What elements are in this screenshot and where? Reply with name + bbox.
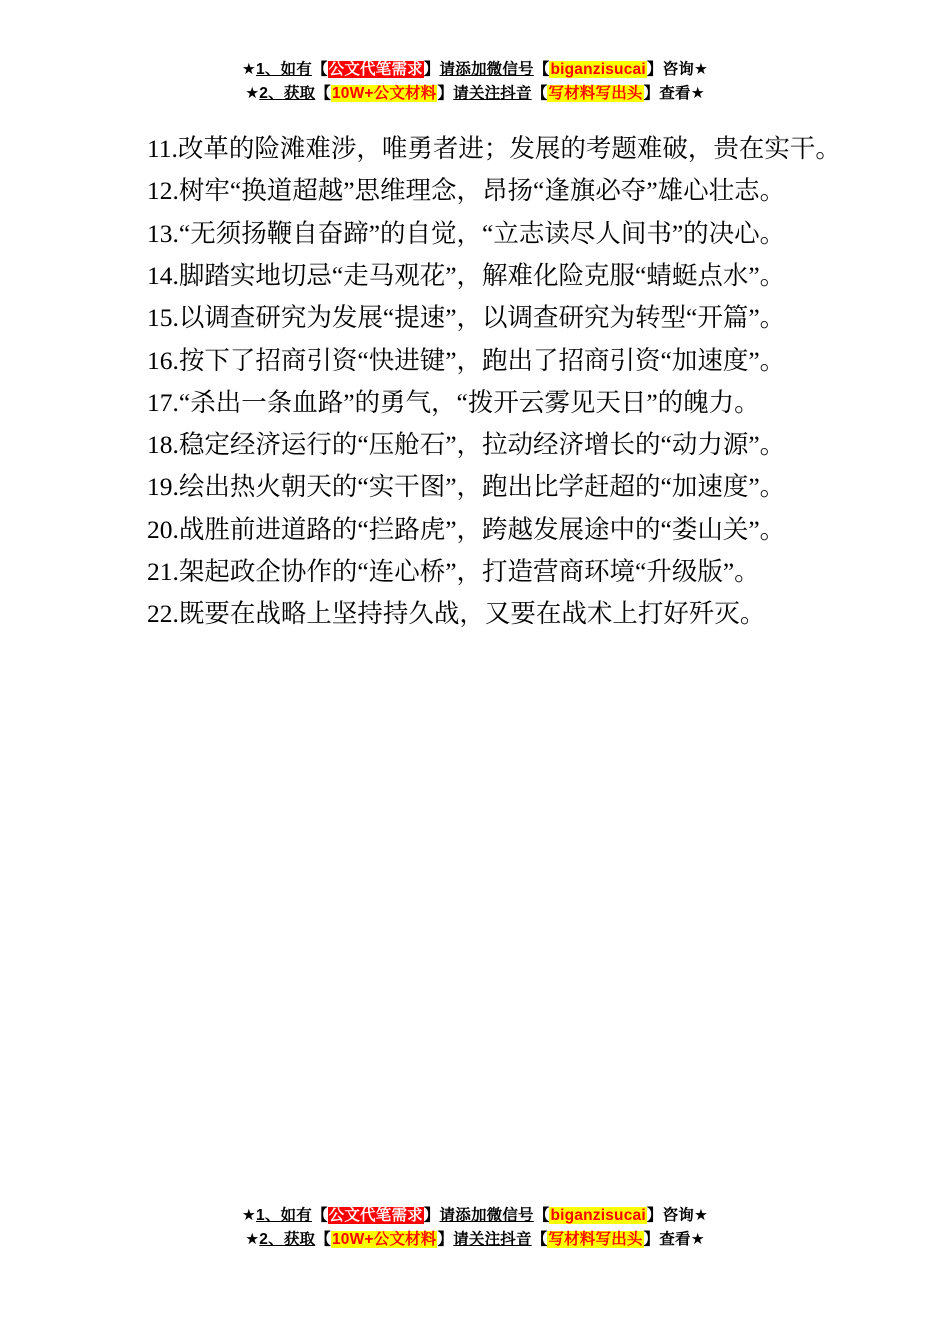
paragraph-19: 19.绘出热火朝天的“实干图”，跑出比学赶超的“加速度”。: [147, 472, 786, 502]
promo-line1-highlight-wechat: biganzisucai: [550, 61, 646, 78]
star-right-icon-bottom: ★: [694, 1206, 709, 1224]
paragraph-15: 15.以调查研究为发展“提速”，以调查研究为转型“开篇”。: [147, 303, 786, 333]
promo-line2-text3-bottom: 查看: [659, 1230, 691, 1248]
promo-line1-bracket-open: 【: [311, 61, 328, 78]
promo-line1-number-bottom: 1、: [256, 1206, 281, 1224]
promo-line2-bracket-close-bottom: 】: [437, 1230, 454, 1248]
promo-line1-bracket-open-2: 【: [533, 61, 550, 78]
promo-line2-bracket-open-2-bottom: 【: [531, 1230, 548, 1248]
promo-line2-text1-bottom: 获取: [283, 1230, 316, 1248]
promo-line1-highlight-wechat-bottom: biganzisucai: [550, 1206, 646, 1224]
promo-line1-highlight-service-bottom: 公文代笔需求: [328, 1206, 423, 1224]
paragraph-21: 21.架起政企协作的“连心桥”，打造营商环境“升级版”。: [147, 557, 760, 586]
promo-line1-text3-bottom: 咨询: [662, 1206, 694, 1224]
promo-line2-text2b: 关注: [468, 85, 501, 103]
promo-line1-bracket-close-2-bottom: 】: [646, 1206, 663, 1224]
promo-line1-highlight-service: 公文代笔需求: [328, 61, 423, 78]
star-right-icon-2: ★: [690, 85, 705, 103]
promo-line2-number-bottom: 2、: [259, 1230, 284, 1248]
promo-line2-bracket-open: 【: [315, 85, 331, 103]
promo-line1-bracket-close-2: 】: [646, 61, 663, 78]
promo-banner-bottom: [96, 1204, 854, 1304]
promo-line1-number: 1、: [256, 61, 281, 78]
paragraph-12: 12.树牢“换道超越”思维理念，昂扬“逢旗必夺”雄心壮志。: [147, 176, 786, 206]
promo-line2-text2c-bottom: 抖音: [500, 1230, 532, 1248]
promo-line1-text1-bottom: 如有: [280, 1206, 312, 1224]
promo-line2-text2-bottom: 请: [453, 1230, 469, 1248]
paragraph-16: 16.按下了招商引资“快进键”，跑出了招商引资“加速度”。: [147, 345, 786, 375]
promo-line2-text1: 获取: [283, 85, 316, 103]
promo-line-2: [96, 82, 854, 106]
promo-line1-bracket-close: 】: [423, 61, 440, 78]
promo-banner-top: [96, 58, 854, 106]
star-right-icon: ★: [694, 61, 709, 78]
promo-line2-text2b-bottom: 关注: [468, 1230, 501, 1248]
promo-line2-bracket-close-2-bottom: 】: [643, 1230, 660, 1248]
paragraph-11: 11.改革的险滩难涉，唯勇者进；发展的考题难破，贵在实干。: [147, 134, 841, 164]
paragraph-22: 22.既要在战略上坚持持久战，又要在战术上打好歼灭。: [147, 599, 766, 629]
promo-line-2-bottom: [96, 1228, 854, 1252]
promo-line2-bracket-open-bottom: 【: [315, 1230, 331, 1248]
promo-line1-bracket-open-bottom: 【: [311, 1206, 328, 1224]
promo-line1-text2: 请添加微信号: [439, 61, 534, 78]
promo-line1-text2-bottom: 请添加微信号: [439, 1206, 534, 1224]
promo-line1-bracket-close-bottom: 】: [423, 1206, 440, 1224]
promo-line2-bracket-close: 】: [437, 85, 454, 103]
star-left-icon-2-bottom: ★: [245, 1230, 260, 1248]
promo-line1-bracket-open-2-bottom: 【: [533, 1206, 550, 1224]
promo-line2-highlight-materials: 10W+公文材料: [331, 85, 437, 103]
promo-line1-text3: 咨询: [662, 61, 694, 78]
promo-line1-text1: 如有: [280, 61, 312, 78]
star-left-icon-2: ★: [245, 85, 260, 103]
paragraph-18: 18.稳定经济运行的“压舱石”，拉动经济增长的“动力源”。: [147, 430, 786, 460]
promo-line2-number: 2、: [259, 85, 284, 103]
paragraph-20: 20.战胜前进道路的“拦路虎”，跨越发展途中的“娄山关”。: [147, 514, 786, 544]
star-left-icon-bottom: ★: [241, 1206, 256, 1224]
promo-line2-highlight-douyin-bottom: 写材料写出头: [548, 1230, 643, 1248]
star-left-icon: ★: [241, 61, 256, 78]
promo-line2-bracket-open-2: 【: [531, 85, 548, 103]
promo-line2-text2: 请: [453, 85, 469, 103]
promo-line2-text3: 查看: [659, 85, 691, 103]
promo-line2-text2c: 抖音: [500, 85, 532, 103]
promo-line-1: [96, 58, 854, 82]
promo-line2-highlight-douyin: 写材料写出头: [548, 85, 643, 103]
promo-line2-bracket-close-2: 】: [643, 85, 660, 103]
star-right-icon-2-bottom: ★: [690, 1230, 705, 1248]
paragraph-13: 13.“无须扬鞭自奋蹄”的自觉，“立志读尽人间书”的决心。: [147, 218, 786, 248]
paragraph-17: 17.“杀出一条血路”的勇气，“拨开云雾见天日”的魄力。: [147, 387, 760, 417]
paragraph-14: 14.脚踏实地切忌“走马观花”，解难化险克服“蜻蜓点水”。: [147, 260, 786, 290]
promo-line2-highlight-materials-bottom: 10W+公文材料: [331, 1230, 437, 1248]
promo-line-1-bottom: [96, 1204, 854, 1228]
document-body: [96, 128, 854, 636]
